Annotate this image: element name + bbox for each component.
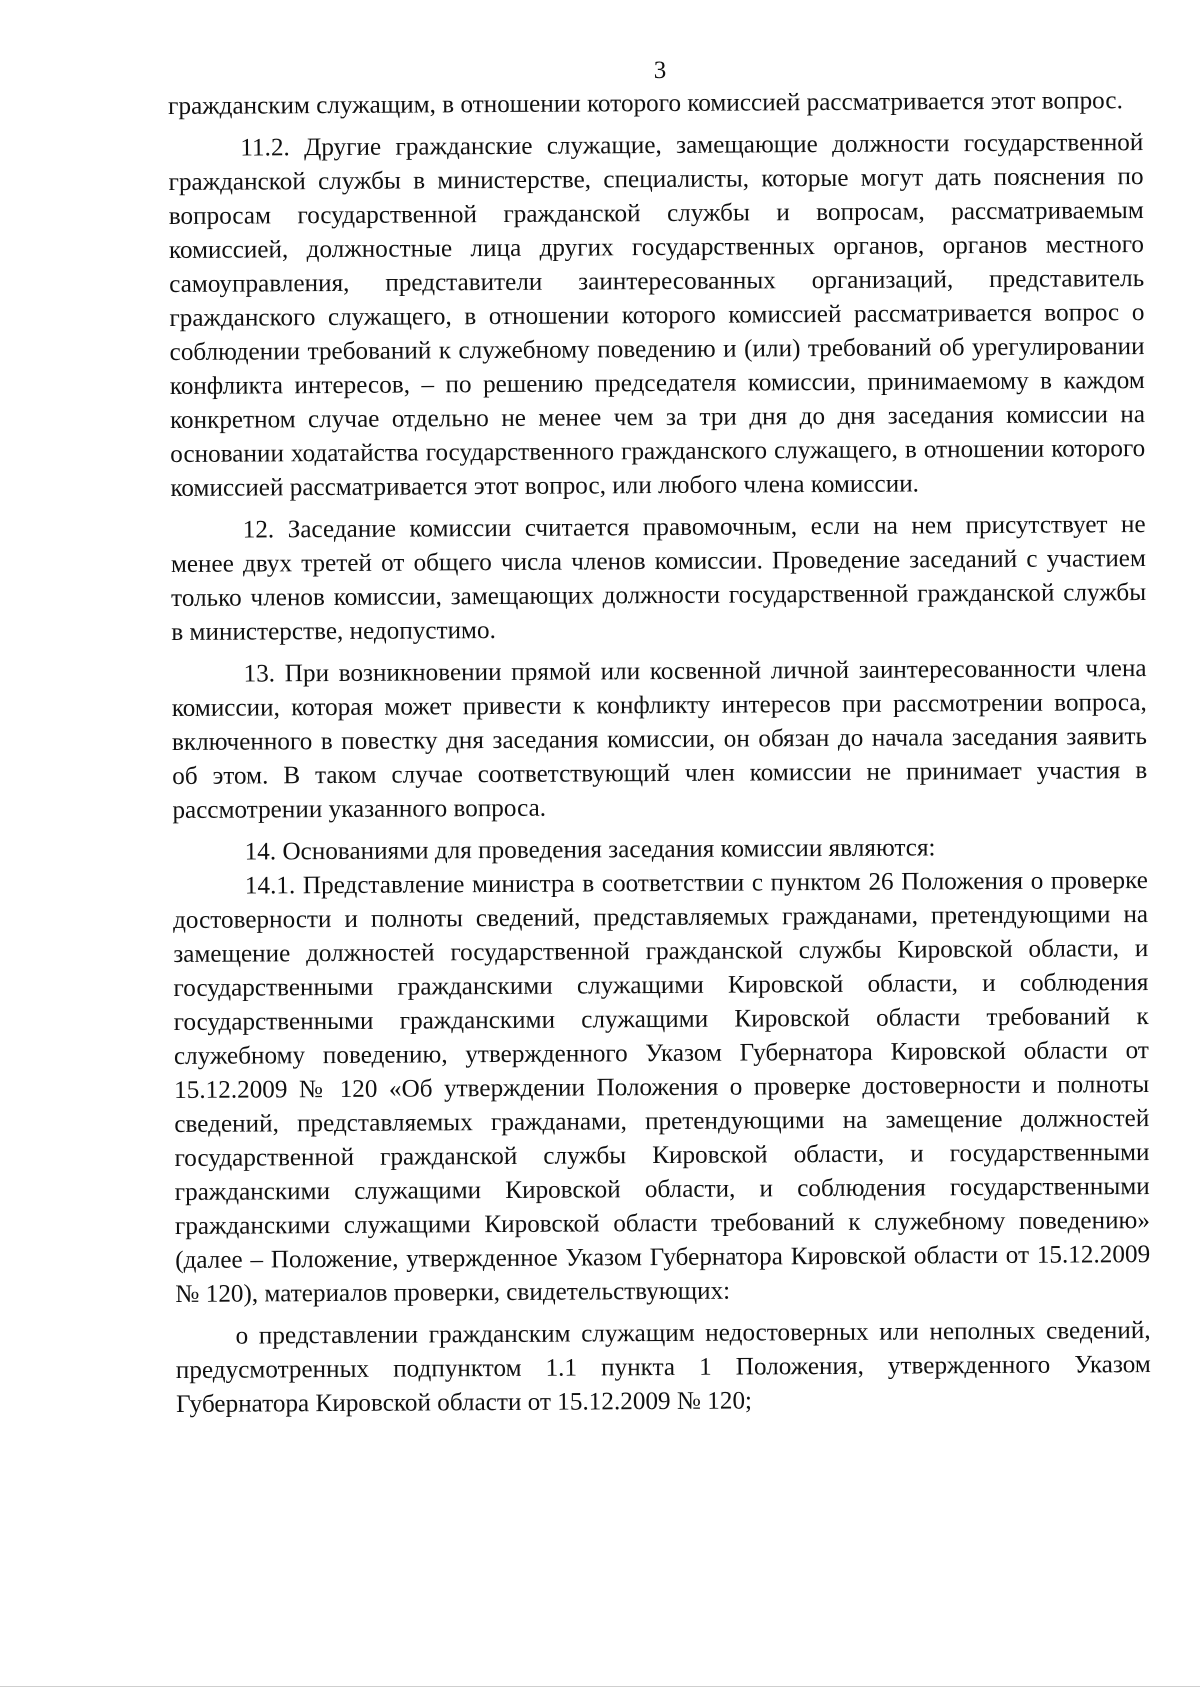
page-number: 3 <box>653 57 667 84</box>
page-bottom-edge <box>0 1686 1200 1687</box>
paragraph-continuation: гражданским служащим, в отношении которого комиссией рассматривается этот вопрос. <box>168 87 1123 120</box>
paragraph-13: 13. При возникновении прямой или косвенной личной заинтересованности члена комиссии, которая может привести к конфликту интересов при рассмотрении вопроса, включенного в повестку дня заседания комиссии, он обязан до начала заседания заявить об этом. В таком случае соответствующий член комиссии не принимает участия в рассмотрении указанного вопроса. <box>171 655 1148 824</box>
paragraph-14-1: 14.1. Представление министра в соответствии с пунктом 26 Положения о проверке достоверности и полноты сведений, представляемых гражданами, претендующими на замещение должностей государственной гражданской службы Кировской области, и государственными гражданскими служащими Кировской области, и соблюдения государственными гражданскими служащими Кировской области требований к служебному поведению, утвержденного Указом Губернатора Кировской области от 15.12.2009 № 120 «Об утверждении Положения о проверке достоверности и полноты сведений, представляемых гражданами, претендующими на замещение должностей государственной гражданской службы Кировской области, и государственными гражданскими служащими Кировской области, и соблюдения государственными гражданскими служащими Кировской области требований к служебному поведению» (далее – Положение, утвержденное Указом Губернатора Кировской области от 15.12.2009 № 120), материалов проверки, свидетельствующих: <box>172 867 1151 1308</box>
paragraph-14: 14. Основаниями для проведения заседания комиссии являются: <box>244 834 936 866</box>
paragraph-12: 12. Заседание комиссии считается правомочным, если на нем присутствует не менее двух третей от общего числа членов комиссии. Проведение заседаний с участием только членов комиссии, замещающих должности государственной гражданской службы в министерстве, недопустимо. <box>170 511 1147 646</box>
paragraph-11-2: 11.2. Другие гражданские служащие, замещающие должности государственной гражданской службы в министерстве, специалисты, которые могут дать пояснения по вопросам государственной гражданской службы и вопросам, рассматриваемым комиссией, должностные лица других государственных органов, органов местного самоуправления, представители заинтересованных организаций, представитель гражданского служащего, в отношении которого комиссией рассматривается вопрос о соблюдении требований к служебному поведению и (или) требований об урегулировании конфликта интересов, – по решению председателя комиссии, принимаемому в каждом конкретном случае отдельно не менее чем за три дня до дня заседания комиссии на основании ходатайства государственного гражданского служащего, в отношении которого комиссией рассматривается этот вопрос, или любого члена комиссии. <box>168 129 1146 502</box>
paragraph-14-1-item: о представлении гражданским служащим недостоверных или неполных сведений, предусмотренных подпунктом 1.1 пункта 1 Положения, утвержденного Указом Губернатора Кировской области от 15.12.2009 № 120; <box>175 1317 1151 1418</box>
document-body <box>168 84 1151 1422</box>
